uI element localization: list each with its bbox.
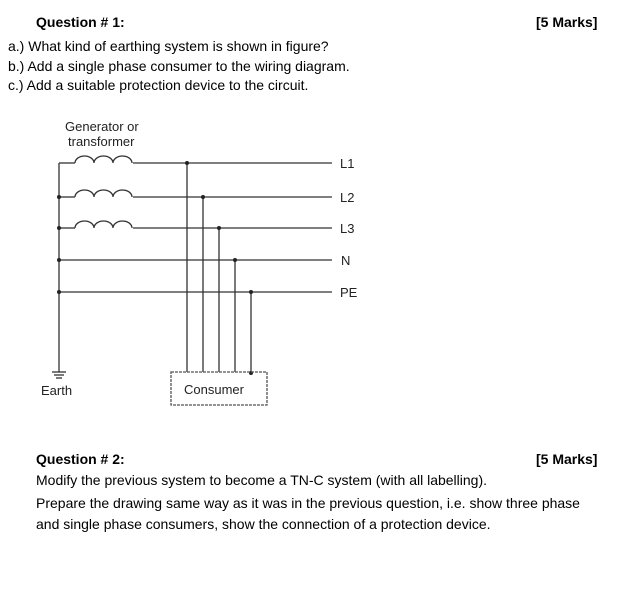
l2-label: L2 (340, 190, 355, 205)
q1-part-b: b.) Add a single phase consumer to the wiring diagram. (8, 58, 350, 74)
q2-marks: [5 Marks] (536, 451, 598, 467)
n-label: N (341, 253, 351, 268)
l3-label: L3 (340, 221, 355, 236)
q1-marks: [5 Marks] (536, 14, 598, 30)
q1-part-a: a.) What kind of earthing system is shown in figure? (8, 38, 329, 54)
q2-line-2: Prepare the drawing same way as it was in the previous question, i.e. show three phase (36, 495, 580, 511)
l1-label: L1 (340, 156, 355, 171)
q2-line-3: and single phase consumers, show the connection of a protection device. (36, 516, 491, 532)
q2-line-1: Modify the previous system to become a TN-C system (with all labelling). (36, 472, 488, 488)
q2-title: Question # 2: (36, 451, 125, 467)
coil-l1 (59, 156, 332, 163)
ground-icon (52, 372, 66, 378)
coil-l2 (59, 190, 332, 197)
generator-label-1: Generator or (65, 119, 139, 134)
pe-label: PE (340, 285, 358, 300)
q1-title: Question # 1: (36, 14, 125, 30)
q1-part-c: c.) Add a suitable protection device to the circuit. (8, 77, 309, 93)
consumer-label: Consumer (184, 382, 244, 397)
earth-label: Earth (41, 383, 73, 398)
coil-l3 (59, 221, 332, 228)
generator-label-2: transformer (68, 134, 135, 149)
